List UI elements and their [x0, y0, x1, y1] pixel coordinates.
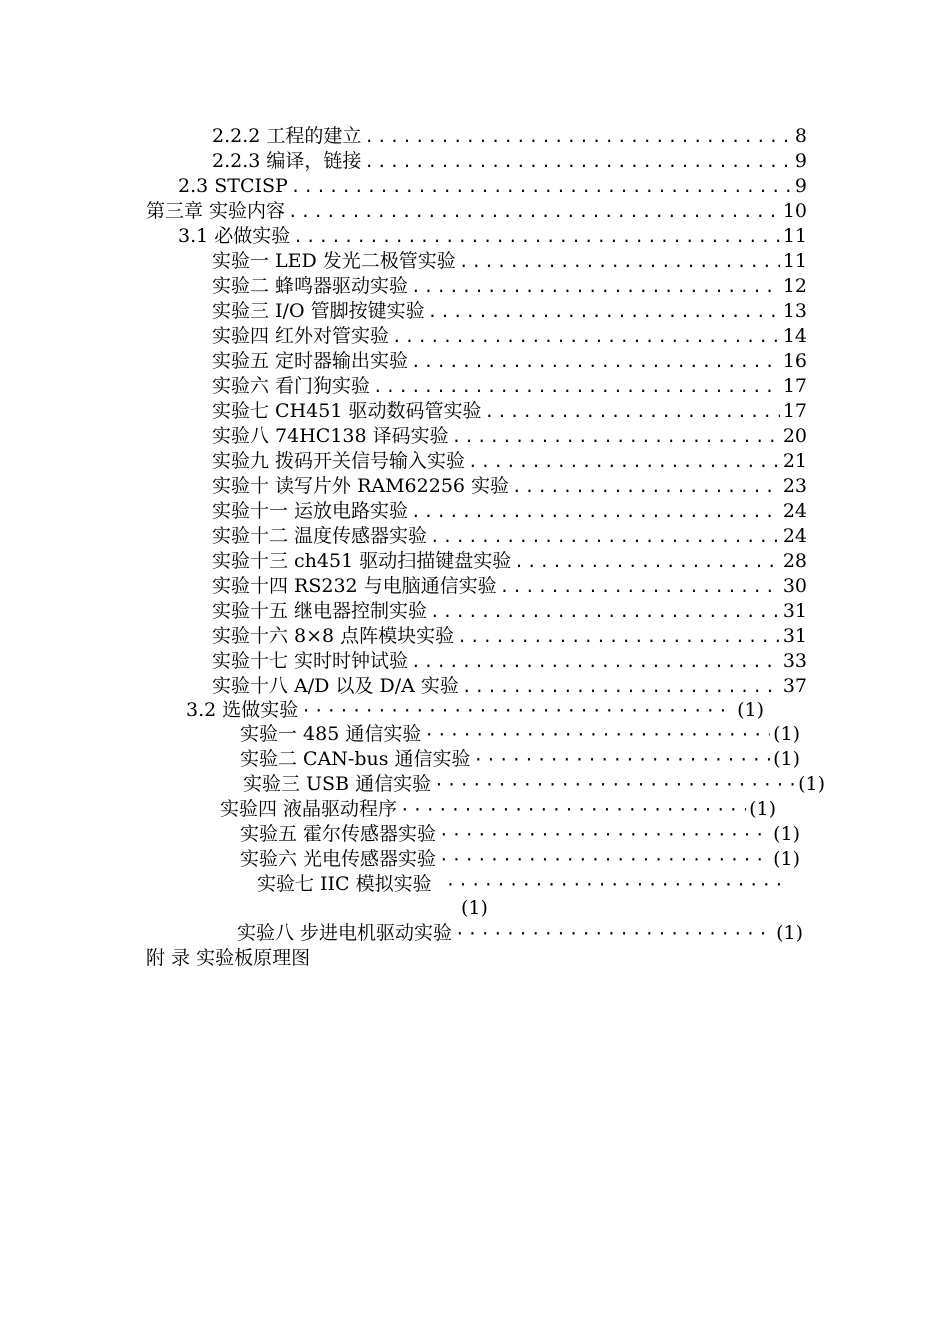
toc-entry-page: 16: [782, 350, 807, 372]
dot-leader: [434, 772, 795, 797]
toc-entry-label: 实验三 I/O 管脚按键实验: [212, 300, 425, 322]
toc-entry[interactable]: [212, 574, 807, 599]
dot-leader: [430, 599, 780, 624]
toc-entry[interactable]: [212, 624, 807, 649]
toc-entry-label: 实验十三 ch451 驱动扫描键盘实验: [212, 550, 512, 572]
appendix-entry[interactable]: 附 录 实验板原理图: [146, 947, 311, 969]
dot-leader: [291, 174, 792, 199]
toc-entry[interactable]: [212, 549, 807, 574]
toc-entry-label: 实验十一 运放电路实验: [212, 500, 409, 522]
toc-entry-page: 12: [782, 275, 807, 297]
toc-entry-page: (1): [773, 748, 800, 770]
toc-entry-page: 14: [782, 325, 807, 347]
toc-entry[interactable]: [178, 224, 807, 249]
toc-entry[interactable]: [212, 524, 807, 549]
toc-entry-page: 30: [782, 575, 807, 597]
toc-entry-label: 实验七 CH451 驱动数码管实验: [212, 400, 482, 422]
toc-entry-page: 17: [782, 375, 807, 397]
toc-entry-label: 实验九 拨码开关信号输入实验: [212, 450, 466, 472]
toc-entry[interactable]: [212, 349, 807, 374]
toc-entry-label: 实验二 蜂鸣器驱动实验: [212, 275, 409, 297]
toc-entry-page: 20: [782, 425, 807, 447]
toc-entry[interactable]: [146, 199, 807, 224]
toc-entry-label: 实验十五 继电器控制实验: [212, 600, 428, 622]
toc-entry-label: 实验二 CAN-bus 通信实验: [240, 748, 471, 770]
toc-entry-page: 31: [782, 600, 807, 622]
dot-leader: [457, 624, 780, 649]
dot-leader: [468, 449, 780, 474]
dot-leader: [500, 574, 780, 599]
dot-leader: [459, 249, 780, 274]
toc-entry-page: 23: [782, 475, 807, 497]
toc-entry-label: 第三章 实验内容: [146, 200, 286, 222]
toc-entry-page: (1): [461, 897, 488, 919]
toc-entry-label: 2.2.3 编译，链接: [212, 150, 362, 172]
dot-leader: [293, 224, 780, 249]
toc-entry-page: (1): [776, 922, 803, 944]
dot-leader: [392, 324, 780, 349]
toc-entry-page: 9: [794, 175, 807, 197]
dot-leader: [301, 698, 734, 723]
toc-entry-label: 实验十二 温度传感器实验: [212, 525, 428, 547]
toc-entry[interactable]: [212, 399, 807, 424]
dot-leader: [373, 374, 780, 399]
toc-entry[interactable]: [237, 921, 803, 946]
dot-leader: [288, 199, 780, 224]
dot-leader: [428, 299, 780, 324]
toc-entry[interactable]: [257, 872, 786, 897]
toc-entry-page: 10: [782, 200, 807, 222]
toc-entry[interactable]: [212, 499, 807, 524]
dot-leader: [474, 747, 771, 772]
toc-entry-label: 3.1 必做实验: [178, 225, 291, 247]
toc-entry[interactable]: [212, 324, 807, 349]
toc-entry-page: (1): [737, 699, 764, 721]
toc-entry-label: 实验十八 A/D 以及 D/A 实验: [212, 675, 459, 697]
dot-leader: [446, 872, 783, 897]
toc-entry-label: 实验七 IIC 模拟实验: [257, 873, 432, 895]
dot-leader: [411, 349, 780, 374]
toc-entry-page: 24: [782, 525, 807, 547]
toc-entry-label: 3.2 选做实验: [186, 699, 299, 721]
toc-entry-page: (1): [773, 823, 800, 845]
toc-entry-label: 实验十四 RS232 与电脑通信实验: [212, 575, 497, 597]
dot-leader: [364, 149, 792, 174]
dot-leader: [411, 274, 780, 299]
toc-entry[interactable]: [220, 797, 776, 822]
toc-entry[interactable]: [212, 249, 807, 274]
dot-leader: [364, 124, 792, 149]
toc-entry-label: 实验六 看门狗实验: [212, 375, 371, 397]
toc-entry[interactable]: [212, 374, 807, 399]
dot-leader: [411, 649, 780, 674]
toc-entry-label: 实验三 USB 通信实验: [243, 773, 432, 795]
toc-entry-label: 实验一 LED 发光二极管实验: [212, 250, 456, 272]
toc-entry[interactable]: [212, 124, 807, 149]
toc-entry-label: 实验五 定时器输出实验: [212, 350, 409, 372]
toc-entry[interactable]: [212, 649, 807, 674]
dot-leader: [439, 822, 770, 847]
dot-leader: [455, 921, 773, 946]
toc-entry[interactable]: [212, 299, 807, 324]
toc-entry-label: 实验五 霍尔传感器实验: [240, 823, 437, 845]
dot-leader: [400, 797, 746, 822]
toc-entry-page: 17: [782, 400, 807, 422]
toc-entry[interactable]: [212, 274, 807, 299]
toc-entry-label: 实验八 步进电机驱动实验: [237, 922, 453, 944]
toc-entry-page: 31: [782, 625, 807, 647]
toc-entry-label: 实验四 红外对管实验: [212, 325, 390, 347]
toc-entry-page: (1): [773, 723, 800, 745]
toc-entry[interactable]: [212, 674, 807, 699]
toc-entry-label: 2.2.2 工程的建立: [212, 125, 362, 147]
toc-entry-page: 24: [782, 500, 807, 522]
toc-entry-page: (1): [798, 773, 825, 795]
toc-entry-label: 实验八 74HC138 译码实验: [212, 425, 449, 447]
toc-entry-page: 11: [782, 225, 807, 247]
toc-entry[interactable]: [212, 149, 807, 174]
dot-leader: [424, 722, 770, 747]
dot-leader: [452, 424, 780, 449]
toc-entry-label: 实验六 光电传感器实验: [240, 848, 437, 870]
toc-entry-page: 13: [782, 300, 807, 322]
toc-entry[interactable]: [212, 449, 807, 474]
toc-entry-label: 实验十七 实时时钟试验: [212, 650, 409, 672]
toc-entry[interactable]: [212, 424, 807, 449]
toc-entry[interactable]: [240, 822, 800, 847]
toc-entry-label: 实验十 读写片外 RAM62256 实验: [212, 475, 510, 497]
toc-entry-page: 37: [782, 675, 807, 697]
dot-leader: [484, 399, 779, 424]
toc-entry[interactable]: [240, 847, 800, 872]
toc-entry[interactable]: [178, 174, 807, 199]
dot-leader: [462, 674, 780, 699]
toc-entry-page: 33: [782, 650, 807, 672]
dot-leader: [430, 524, 780, 549]
toc-entry[interactable]: [240, 747, 800, 772]
toc-entry[interactable]: [212, 474, 807, 499]
toc-entry-page: 9: [794, 150, 807, 172]
toc-entry-page: 11: [782, 250, 807, 272]
toc-entry-label: 实验四 液晶驱动程序: [220, 798, 398, 820]
toc-entry-label: 实验一 485 通信实验: [240, 723, 422, 745]
toc-entry-page: (1): [773, 848, 800, 870]
dot-leader: [514, 549, 780, 574]
toc-entry-page: 28: [782, 550, 807, 572]
toc-entry[interactable]: [243, 772, 825, 797]
dot-leader: [411, 499, 780, 524]
toc-entry-page: 8: [794, 125, 807, 147]
toc-entry-page: (1): [749, 798, 776, 820]
toc-entry-label: 2.3 STCISP: [178, 175, 288, 197]
dot-leader: [512, 474, 780, 499]
toc-entry[interactable]: [240, 722, 800, 747]
dot-leader: [439, 847, 770, 872]
toc-entry-label: 实验十六 8×8 点阵模块实验: [212, 625, 455, 647]
toc-entry[interactable]: [212, 599, 807, 624]
toc-entry[interactable]: [186, 698, 764, 723]
toc-entry-page: 21: [782, 450, 807, 472]
